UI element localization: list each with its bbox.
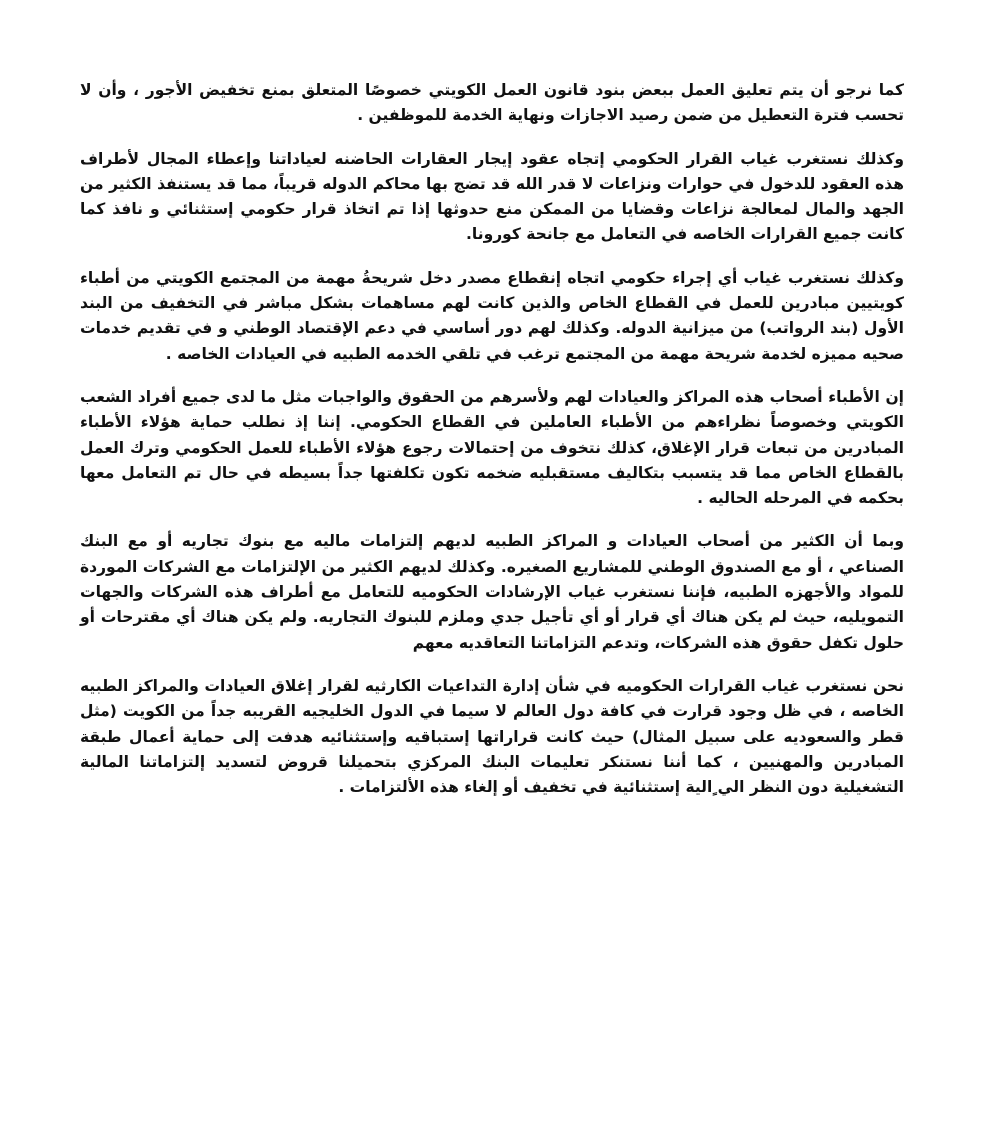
document-body — [80, 78, 904, 818]
paragraph-4: إن الأطباء أصحاب هذه المراكز والعيادات لهم ولأسرهم من الحقوق والواجبات مثل ما لدى جميع أفراد الشعب الكويتي وخصوصاً نظراءهم من الأطباء العاملين في القطاع الحكومي. إننا إذ نطلب حماية هؤلاء الأطباء المبادرين من تبعات قرار الإغلاق، كذلك نتخوف من إحتمالات رجوع هؤلاء الأطباء للعمل الحكومي وترك العمل بالقطاع الخاص مما قد يتسبب بتكاليف مستقبليه ضخمه تكون تكلفتها جداً بسيطه في حال تم التعامل معها بحكمه في المرحله الحاليه . — [80, 387, 904, 508]
paragraph-3: وكذلك نستغرب غياب أي إجراء حكومي اتجاه إنقطاع مصدر دخل شريحةُ مهمة من المجتمع الكويتي من أطباء كويتيين مبادرين للعمل في القطاع الخاص والذين كانت لهم مساهمات بشكل مباشر في التخفيف من البند الأول (بند الرواتب) من ميزانية الدوله. وكذلك لهم دور أساسي في دعم الإقتصاد الوطني و في تقديم خدمات صحيه مميزه لخدمة شريحة مهمة من المجتمع ترغب في تلقي الخدمه الطبيه في العيادات الخاصه . — [80, 268, 904, 363]
paragraph-2: وكذلك نستغرب غياب القرار الحكومي إتجاه عقود إيجار العقارات الحاضنه لعياداتنا وإعطاء المجال لأطراف هذه العقود للدخول في حوارات ونزاعات لا قدر الله قد تضج بها محاكم الدوله قريباً، مما قد يستنفذ الكثير من الجهد والمال لمعالجة نزاعات وقضايا من الممكن منع حدوثها إذا تم اتخاذ قرار حكومي إستثنائي و نافذ كما كانت جميع القرارات الخاصه في التعامل مع جانحة كورونا. — [80, 149, 904, 244]
paragraph-5: وبما أن الكثير من أصحاب العيادات و المراكز الطبيه لديهم إلتزامات ماليه مع بنوك تجاريه أو مع البنك الصناعي ، أو مع الصندوق الوطني للمشاريع الصغيره. وكذلك لديهم الكثير من الإلتزامات مع الشركات الموردة للمواد والأجهزه الطبيه، فإننا نستغرب غياب الإرشادات الحكوميه للتعامل مع أطراف هذه الشركات والجهات التمويليه، حيث لم يكن هناك أي قرار أو أي تأجيل جدي وملزم للبنوك التجاريه. ولم يكن هناك أي مقترحات أو حلول تكفل حقوق هذه الشركات، وتدعم التزاماتنا التعاقديه معهم — [80, 532, 904, 652]
paragraph-1: كما نرجو أن يتم تعليق العمل ببعض بنود قانون العمل الكويتي خصوصًا المتعلق بمنع تخفيض الأجور ، وأن لا تحسب فترة التعطيل من ضمن رصيد الاجازات ونهاية الخدمة للموظفين . — [80, 81, 904, 125]
paragraph-6: نحن نستغرب غياب القرارات الحكوميه في شأن إدارة التداعيات الكارثيه لقرار إغلاق العيادات والمراكز الطبيه الخاصه ، في ظل وجود قرارت في كافة دول العالم لا سيما في الدول الخليجيه القريبه جداً من الكويت (مثل قطر والسعوديه على سبيل المثال) حيث كانت قراراتها إستباقيه وإستثنائيه هدفت إلى حماية أعمال طبقة المبادرين والمهنيين ، كما أننا نستنكر تعليمات البنك المركزي بتحميلنا قروض لتسديد إلتزاماتنا المالية التشغيلية دون النظر الي ٍالية إستثنائية في تخفيف أو إلغاء هذه الألتزامات . — [80, 676, 904, 797]
